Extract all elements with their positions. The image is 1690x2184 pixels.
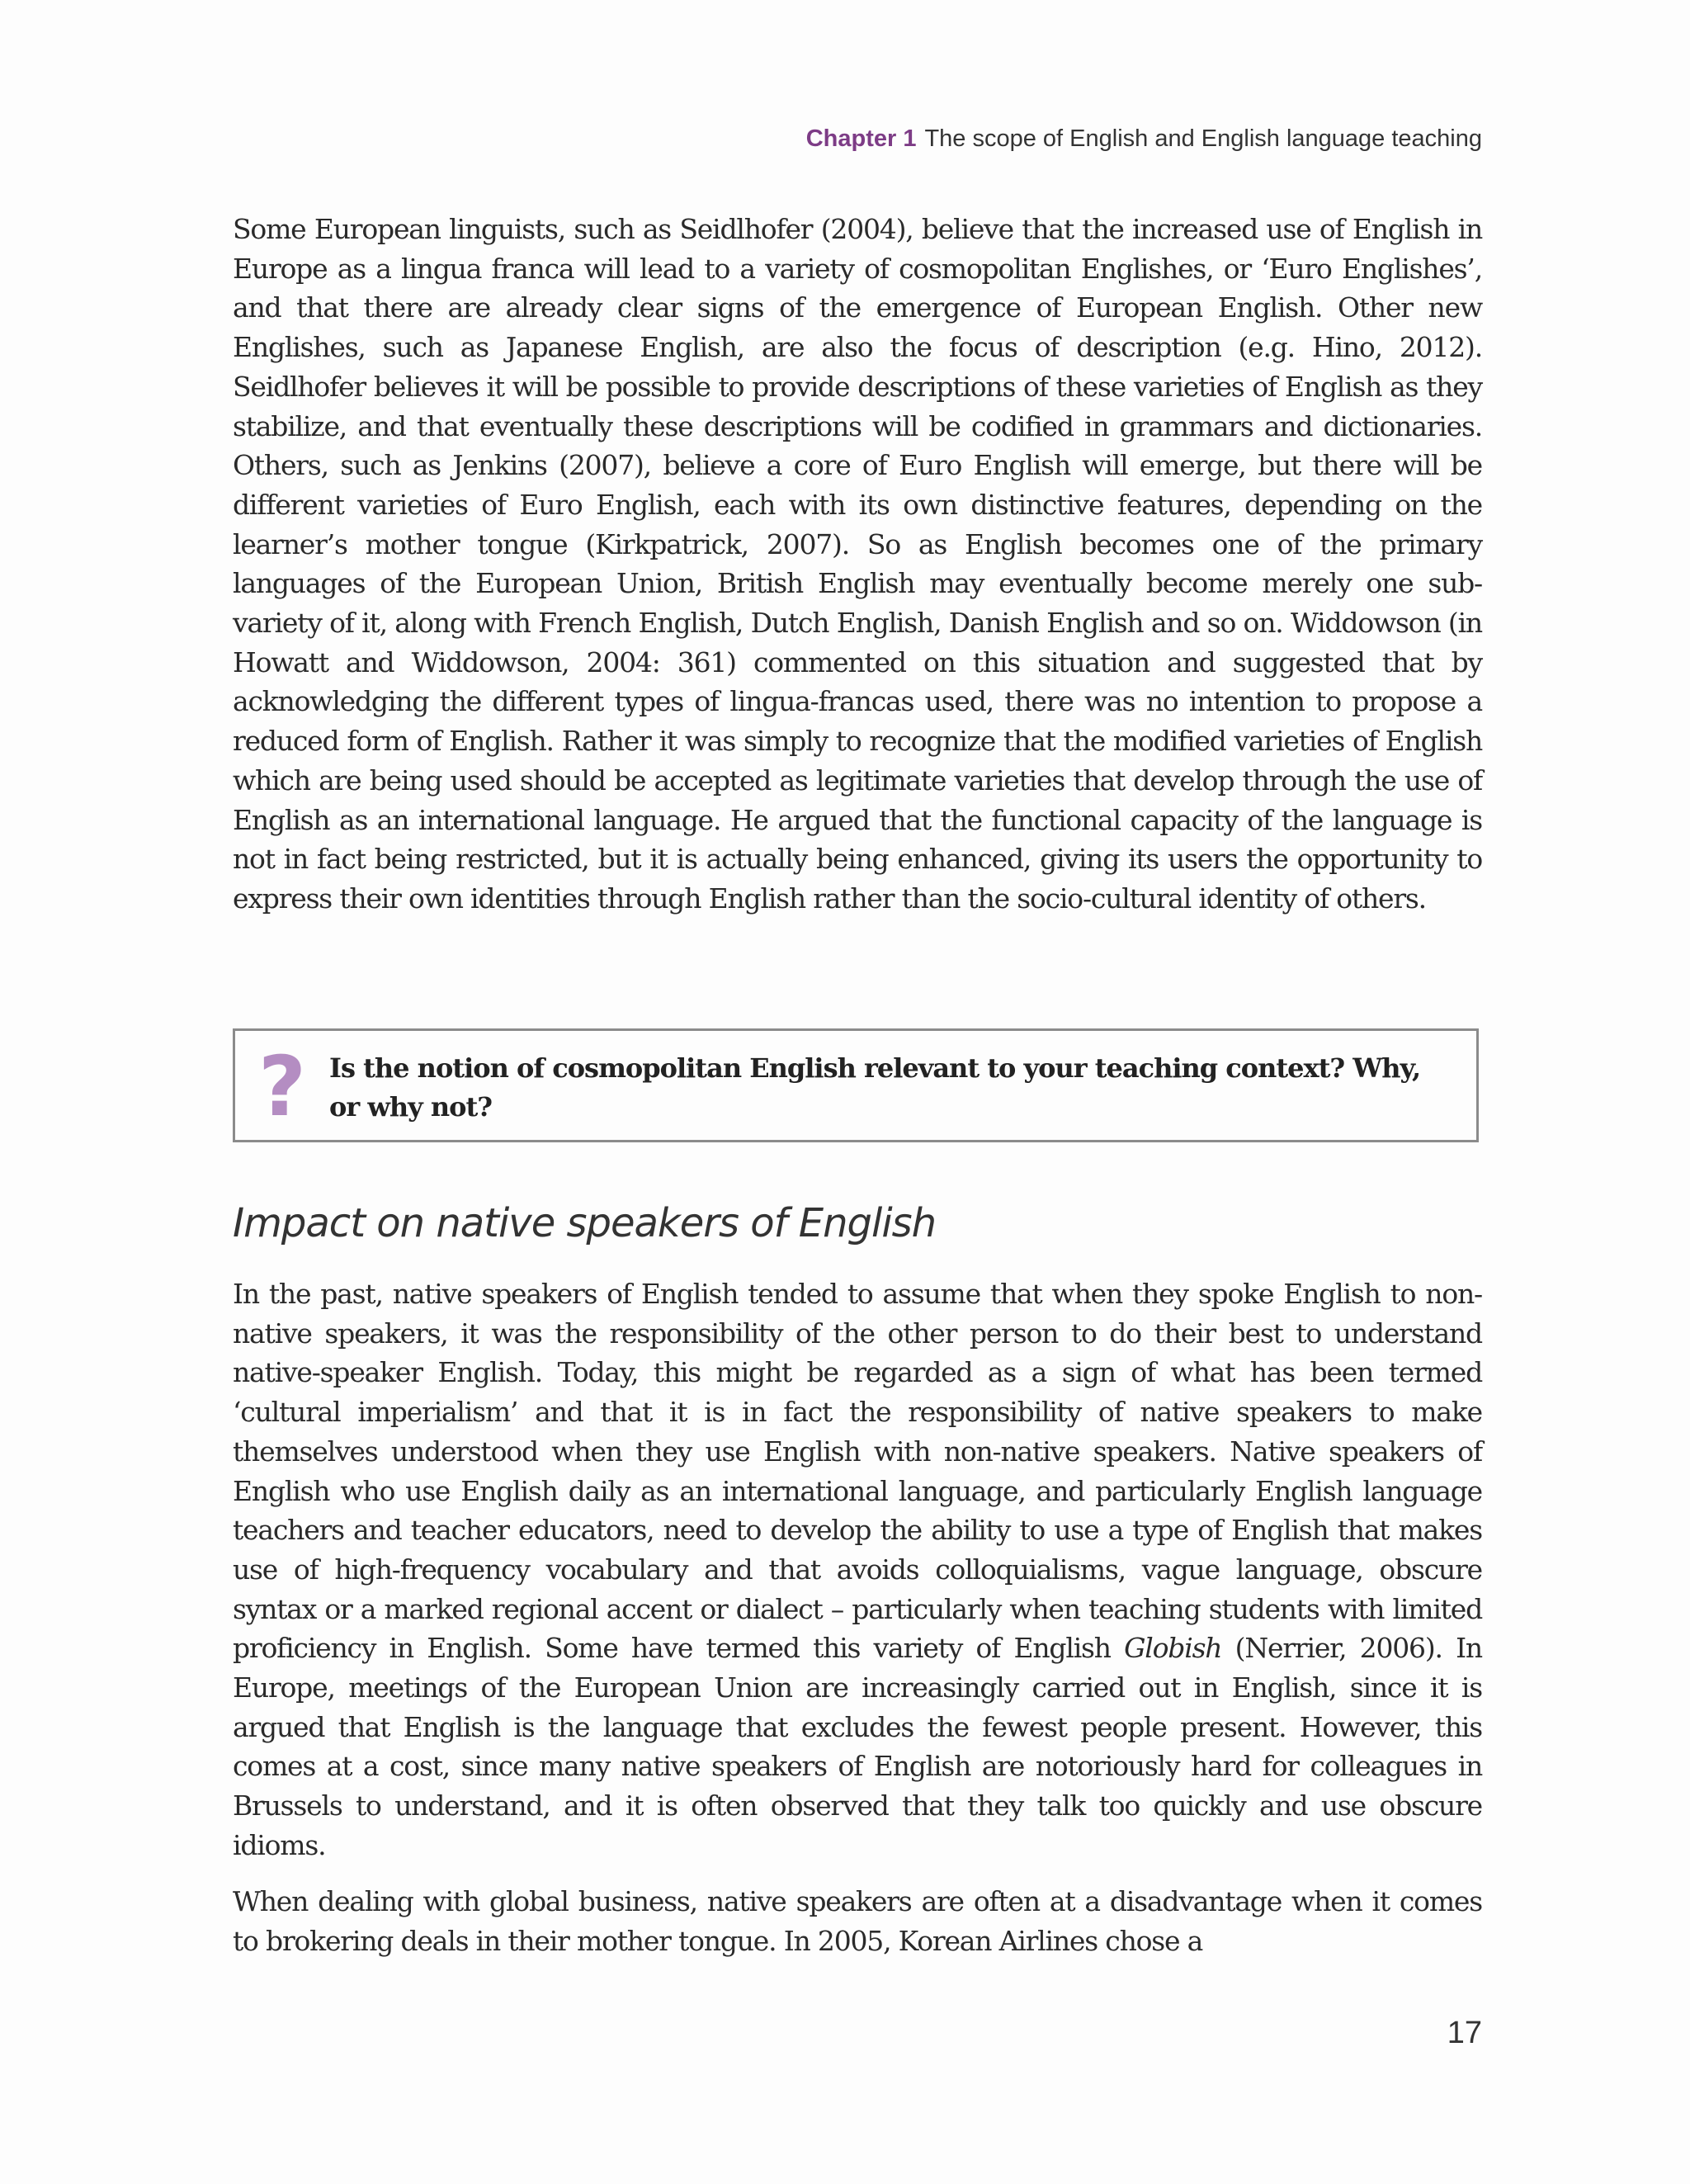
book-page <box>233 0 1482 2184</box>
body-paragraph-2 <box>233 1274 1482 1865</box>
paragraph-2-part-2: (Nerrier, 2006). In Europe, meetings of the European Union are increasingly carried out in English, since it is argued that English is the language that excludes the fewest people present. However, this comes at a cost, since many native speakers of English are notoriously hard for colleagues in Brussels to understand, and it is often observed that they talk too quickly and use obscure idioms. <box>233 1632 1482 1861</box>
chapter-label: Chapter 1 <box>805 125 917 152</box>
paragraph-2-part-1: In the past, native speakers of English tended to assume that when they spoke English to non-native speakers, it was the responsibility of the other person to do their best to understand native-speaker English. Today, this might be regarded as a sign of what has been termed ‘cultural imperialism’ and that it is in fact the responsibility of native speakers to make themselves understood when they use English with non-native speakers. Native speakers of English who use English daily as an international language, and particularly English language teachers and teacher educators, need to develop the ability to use a type of English that makes use of high-frequency vocabulary and that avoids colloquialisms, vague language, obscure syntax or a marked regional accent or dialect – particularly when teaching students with limited proficiency in English. Some have termed this variety of English <box>233 1278 1482 1665</box>
globish-term: Globish <box>1124 1632 1222 1665</box>
question-mark-icon: ? <box>258 1038 307 1135</box>
section-heading: Impact on native speakers of English <box>233 1200 937 1246</box>
chapter-title: The scope of English and English language teaching <box>924 125 1482 152</box>
reflection-question-text: Is the notion of cosmopolitan English relevant to your teaching context? Why, or why not? <box>329 1052 1421 1123</box>
page-number: 17 <box>1447 2016 1482 2050</box>
reflection-question-box <box>233 1028 1479 1142</box>
body-paragraph-1: Some European linguists, such as Seidlhofer (2004), believe that the increased use of English in Europe as a lingua franca will lead to a variety of cosmopolitan Englishes, or ‘Euro Englishes’, and that there are already clear signs of the emergence of European English. Other new Englishes, such as Japanese English, are also the focus of description (e.g. Hino, 2012). Seidlhofer believes it will be possible to provide descriptions of these varieties of English as they stabilize, and that eventually these descriptions will be codified in grammars and dictionaries. Others, such as Jenkins (2007), believe a core of Euro English will emerge, but there will be different varieties of Euro English, each with its own distinctive features, depending on the learner’s mother tongue (Kirkpatrick, 2007). So as English becomes one of the primary languages of the European Union, British English may eventually become merely one sub-variety of it, along with French English, Dutch English, Danish English and so on. Widdowson (in Howatt and Widdowson, 2004: 361) commented on this situation and suggested that by acknowledging the different types of lingua-francas used, there was no intention to propose a reduced form of English. Rather it was simply to recognize that the modified varieties of English which are being used should be accepted as legitimate varieties that develop through the use of English as an international language. He argued that the functional capacity of the language is not in fact being restricted, but it is actually being enhanced, giving its users the opportunity to express their own identities through English rather than the socio-cultural identity of others. <box>233 213 1482 915</box>
running-header <box>806 125 1482 153</box>
body-paragraph-3: When dealing with global business, native speakers are often at a disadvantage when it comes to brokering deals in their mother tongue. In 2005, Korean Airlines chose a <box>233 1885 1482 1957</box>
